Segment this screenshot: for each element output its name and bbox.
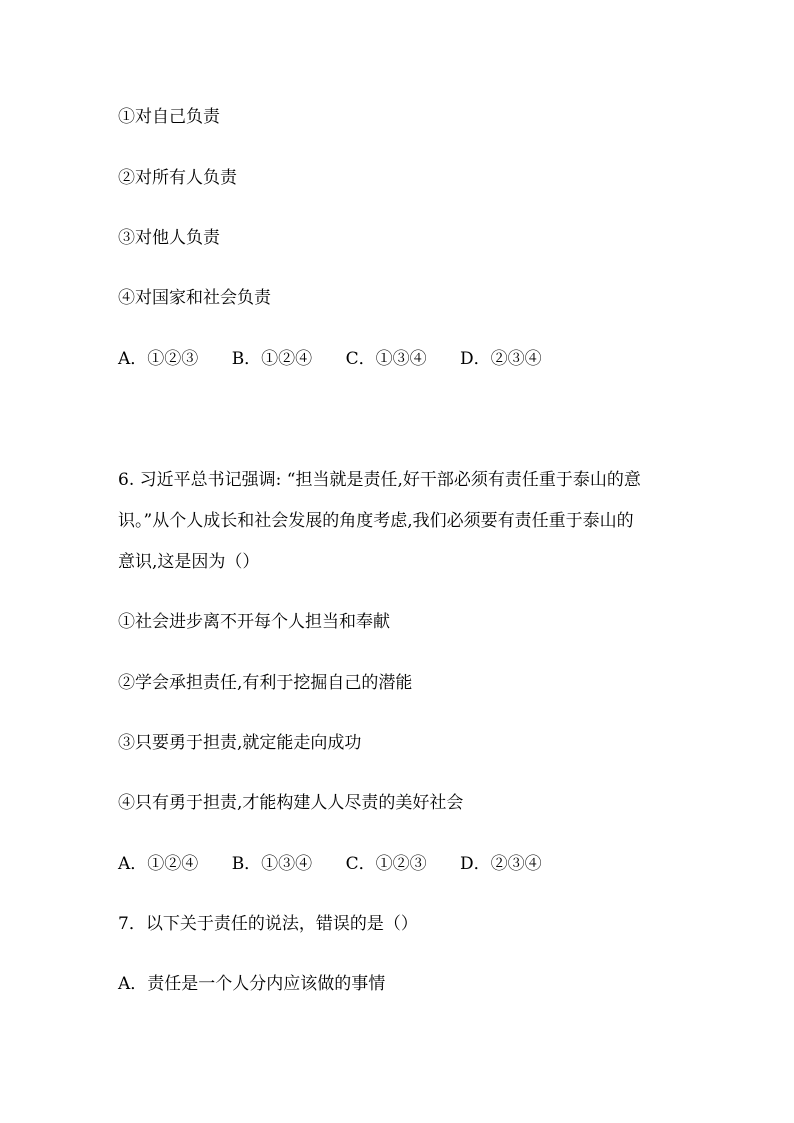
q6-option-a: A．①②④ <box>118 854 199 874</box>
q6-options <box>118 854 570 874</box>
q5-option-c: C．①③④ <box>345 349 427 369</box>
q6-item-4: ④只有勇于担责,才能构建人人尽责的美好社会 <box>118 793 464 813</box>
q6-stem-line-2: 识。”从个人成长和社会发展的角度考虑,我们必须要有责任重于泰山的 <box>118 511 634 531</box>
q5-option-b: B．①②④ <box>231 349 313 369</box>
q6-stem-line-1: 6. 习近平总书记强调: “担当就是责任,好干部必须有责任重于泰山的意 <box>118 470 641 490</box>
q5-option-d: D．②③④ <box>460 349 542 369</box>
q6-option-b: B．①③④ <box>231 854 313 874</box>
q7-option-a: A．责任是一个人分内应该做的事情 <box>118 974 386 994</box>
q5-option-a: A．①②③ <box>118 349 199 369</box>
q5-item-2: ②对所有人负责 <box>118 168 237 188</box>
q6-item-2: ②学会承担责任,有利于挖掘自己的潜能 <box>118 673 413 693</box>
q6-stem-line-3: 意识,这是因为（） <box>118 552 260 572</box>
q5-options <box>118 349 570 369</box>
q6-option-d: D．②③④ <box>460 854 542 874</box>
q7-stem: 7．以下关于责任的说法，错误的是（） <box>118 914 418 934</box>
q5-item-1: ①对自己负责 <box>118 107 220 127</box>
q6-option-c: C．①②③ <box>345 854 427 874</box>
q6-item-1: ①社会进步离不开每个人担当和奉献 <box>118 612 390 632</box>
q6-item-3: ③只要勇于担责,就定能走向成功 <box>118 733 362 753</box>
q5-item-4: ④对国家和社会负责 <box>118 288 271 308</box>
q5-item-3: ③对他人负责 <box>118 228 220 248</box>
